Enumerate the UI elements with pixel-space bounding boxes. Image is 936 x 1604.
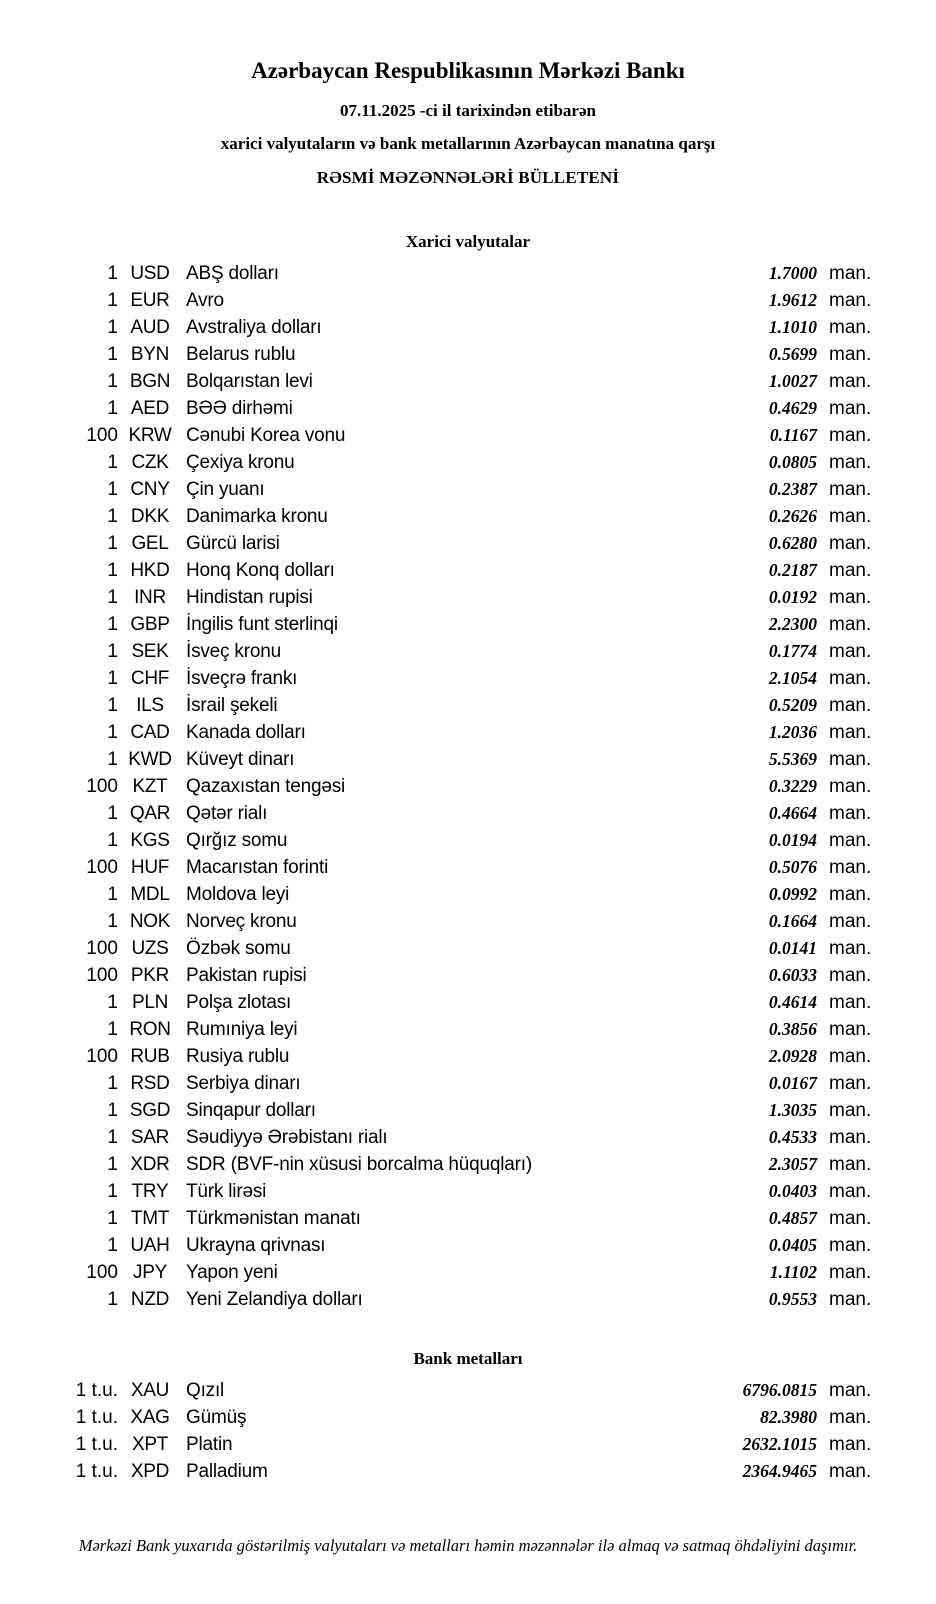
quantity: 1 xyxy=(107,883,118,905)
currency-name: Yeni Zelandiya dolları xyxy=(186,1288,363,1310)
rate-row xyxy=(68,287,880,314)
currency-code: KZT xyxy=(132,775,168,797)
rate-unit: man. xyxy=(829,1153,872,1175)
currency-name: Rumıniya leyi xyxy=(186,1018,298,1040)
bank-metals-section xyxy=(0,1347,936,1485)
rate-row xyxy=(68,1151,880,1178)
quantity: 1 xyxy=(107,397,118,419)
rate-unit: man. xyxy=(829,883,872,905)
rate-value: 0.0192 xyxy=(768,587,817,607)
rate-row xyxy=(68,449,880,476)
rate-value: 0.0194 xyxy=(768,830,817,850)
rate-row xyxy=(68,665,880,692)
currency-code: TMT xyxy=(130,1207,170,1229)
quantity: 100 xyxy=(86,775,118,797)
currency-name: Gümüş xyxy=(186,1406,247,1428)
currency-name: Səudiyyə Ərəbistanı rialı xyxy=(186,1126,388,1148)
currency-name: Polşa zlotası xyxy=(186,991,292,1013)
currency-name: Cənubi Korea vonu xyxy=(186,424,346,446)
currency-code: UAH xyxy=(130,1234,170,1256)
rate-value: 0.0403 xyxy=(768,1181,817,1201)
rate-row xyxy=(68,314,880,341)
rate-value: 0.0405 xyxy=(768,1235,817,1255)
currency-code: AUD xyxy=(130,316,170,338)
rate-unit: man. xyxy=(829,829,872,851)
currency-name: BƏƏ dirhəmi xyxy=(186,397,293,419)
rate-value: 6796.0815 xyxy=(742,1380,817,1400)
rate-value: 0.0992 xyxy=(768,884,817,904)
rate-value: 1.2036 xyxy=(768,722,817,742)
currency-name: Qətər rialı xyxy=(186,802,268,824)
quantity: 1 xyxy=(107,1018,118,1040)
rate-value: 0.5209 xyxy=(768,695,817,715)
currency-code: JPY xyxy=(133,1261,167,1283)
quantity: 1 xyxy=(107,1288,118,1310)
bank-title: Azərbaycan Respublikasının Mərkəzi Bankı xyxy=(251,58,685,83)
quantity: 1 xyxy=(107,694,118,716)
rate-row xyxy=(68,719,880,746)
currency-name: SDR (BVF-nin xüsusi borcalma hüquqları) xyxy=(186,1153,532,1175)
rate-value: 0.0805 xyxy=(768,452,817,472)
rate-value: 0.4664 xyxy=(768,803,817,823)
currency-code: NZD xyxy=(130,1288,170,1310)
rate-value: 1.1102 xyxy=(769,1262,817,1282)
quantity: 1 xyxy=(107,343,118,365)
currency-name: Gürcü larisi xyxy=(186,532,280,554)
rate-row xyxy=(68,800,880,827)
rate-unit: man. xyxy=(829,1379,872,1401)
rate-value: 1.7000 xyxy=(768,263,817,283)
rate-row xyxy=(68,611,880,638)
currency-name: Platin xyxy=(186,1433,233,1455)
rate-row xyxy=(68,1016,880,1043)
rate-unit: man. xyxy=(829,991,872,1013)
quantity: 1 t.u. xyxy=(75,1379,118,1401)
quantity: 1 xyxy=(107,478,118,500)
quantity: 1 xyxy=(107,1207,118,1229)
currency-name: Honq Konq dolları xyxy=(186,559,335,581)
metals-heading: Bank metalları xyxy=(413,1349,523,1368)
currency-name: Sinqapur dolları xyxy=(186,1099,316,1121)
rate-value: 0.1664 xyxy=(768,911,817,931)
currency-name: Çexiya kronu xyxy=(186,451,295,473)
currency-code: SGD xyxy=(129,1099,171,1121)
currency-code: GEL xyxy=(131,532,169,554)
quantity: 1 xyxy=(107,1126,118,1148)
quantity: 100 xyxy=(86,856,118,878)
rate-value: 2.0928 xyxy=(768,1046,817,1066)
rate-value: 0.0141 xyxy=(768,938,817,958)
currency-code: XAU xyxy=(130,1379,170,1401)
rate-unit: man. xyxy=(829,1126,872,1148)
rate-row xyxy=(68,1043,880,1070)
rate-unit: man. xyxy=(829,667,872,689)
rate-value: 0.5076 xyxy=(768,857,817,877)
currency-name: İsrail şekeli xyxy=(186,694,278,716)
rate-unit: man. xyxy=(829,910,872,932)
rate-unit: man. xyxy=(829,748,872,770)
quantity: 1 xyxy=(107,640,118,662)
rate-unit: man. xyxy=(829,1261,872,1283)
currency-code: UZS xyxy=(131,937,169,959)
quantity: 1 xyxy=(107,1072,118,1094)
currency-name: Türk lirəsi xyxy=(186,1180,267,1202)
rate-value: 2.1054 xyxy=(768,668,817,688)
currency-code: RUB xyxy=(130,1045,170,1067)
rate-value: 0.1167 xyxy=(769,425,817,445)
currency-code: CNY xyxy=(130,478,170,500)
currency-name: Danimarka kronu xyxy=(186,505,328,527)
rate-unit: man. xyxy=(829,802,872,824)
rate-unit: man. xyxy=(829,775,872,797)
rate-value: 1.0027 xyxy=(768,371,817,391)
rate-row xyxy=(68,1124,880,1151)
rate-unit: man. xyxy=(829,613,872,635)
rate-value: 0.0167 xyxy=(768,1073,817,1093)
rate-value: 2364.9465 xyxy=(742,1461,817,1481)
currency-code: XAG xyxy=(130,1406,170,1428)
rate-value: 1.9612 xyxy=(768,290,817,310)
currency-code: NOK xyxy=(129,910,171,932)
rate-unit: man. xyxy=(829,1180,872,1202)
rate-unit: man. xyxy=(829,289,872,311)
currency-code: USD xyxy=(130,262,170,284)
rate-unit: man. xyxy=(829,532,872,554)
quantity: 1 xyxy=(107,505,118,527)
currency-name: Macarıstan forinti xyxy=(186,856,329,878)
currency-name: ABŞ dolları xyxy=(186,262,279,284)
currency-code: INR xyxy=(134,586,166,608)
currency-code: RSD xyxy=(130,1072,170,1094)
currency-name: Küveyt dinarı xyxy=(186,748,295,770)
rate-row xyxy=(68,1070,880,1097)
quantity: 1 xyxy=(107,1153,118,1175)
currency-name: Qızıl xyxy=(186,1379,225,1401)
rate-value: 2632.1015 xyxy=(742,1434,817,1454)
rate-value: 0.4857 xyxy=(768,1208,817,1228)
currency-code: PKR xyxy=(130,964,170,986)
rate-row xyxy=(68,368,880,395)
currency-code: KGS xyxy=(130,829,170,851)
currency-name: Türkmənistan manatı xyxy=(186,1207,361,1229)
rate-value: 5.5369 xyxy=(768,749,817,769)
currency-name: Belarus rublu xyxy=(186,343,296,365)
rate-unit: man. xyxy=(829,505,872,527)
rate-unit: man. xyxy=(829,1207,872,1229)
rate-value: 1.1010 xyxy=(768,317,817,337)
currency-name: Pakistan rupisi xyxy=(186,964,307,986)
rate-value: 0.1774 xyxy=(768,641,817,661)
rate-unit: man. xyxy=(829,424,872,446)
rate-row xyxy=(68,341,880,368)
quantity: 1 xyxy=(107,316,118,338)
rate-unit: man. xyxy=(829,316,872,338)
quantity: 1 xyxy=(107,451,118,473)
rate-unit: man. xyxy=(829,1406,872,1428)
quantity: 1 xyxy=(107,370,118,392)
quantity: 1 xyxy=(107,910,118,932)
rate-row xyxy=(68,476,880,503)
quantity: 100 xyxy=(86,964,118,986)
currency-list xyxy=(68,260,880,1313)
rate-value: 0.9553 xyxy=(768,1289,817,1309)
quantity: 1 xyxy=(107,991,118,1013)
rate-row xyxy=(68,908,880,935)
currency-code: XPT xyxy=(131,1433,169,1455)
rate-unit: man. xyxy=(829,1460,872,1482)
rate-row xyxy=(68,881,880,908)
rate-row xyxy=(68,962,880,989)
currency-name: Norveç kronu xyxy=(186,910,297,932)
quantity: 1 xyxy=(107,262,118,284)
effective-date-line: 07.11.2025 -ci il tarixindən etibarən xyxy=(340,101,596,120)
rate-value: 0.6033 xyxy=(768,965,817,985)
rate-row xyxy=(68,557,880,584)
rate-row xyxy=(68,1286,880,1313)
rate-row xyxy=(68,746,880,773)
quantity: 1 xyxy=(107,532,118,554)
currency-name: İsveçrə frankı xyxy=(186,667,298,689)
currency-code: BGN xyxy=(129,370,171,392)
currency-code: XPD xyxy=(130,1460,170,1482)
currency-code: QAR xyxy=(129,802,171,824)
quantity: 100 xyxy=(86,424,118,446)
currency-name: İngilis funt sterlinqi xyxy=(186,613,338,635)
rate-value: 0.4629 xyxy=(768,398,817,418)
currency-code: PLN xyxy=(131,991,169,1013)
currency-code: RON xyxy=(129,1018,171,1040)
rate-row xyxy=(68,827,880,854)
rate-unit: man. xyxy=(829,586,872,608)
quantity: 1 xyxy=(107,1180,118,1202)
currency-code: SEK xyxy=(131,640,169,662)
quantity: 100 xyxy=(86,1045,118,1067)
rate-unit: man. xyxy=(829,1433,872,1455)
currency-name: Hindistan rupisi xyxy=(186,586,313,608)
rate-unit: man. xyxy=(829,856,872,878)
rate-row xyxy=(68,584,880,611)
quantity: 100 xyxy=(86,937,118,959)
currency-name: Kanada dolları xyxy=(186,721,306,743)
rate-row xyxy=(68,1377,880,1404)
rate-row xyxy=(68,1178,880,1205)
quantity: 1 xyxy=(107,667,118,689)
currency-code: TRY xyxy=(131,1180,169,1202)
currency-name: Ukrayna qrivnası xyxy=(186,1234,326,1256)
currency-code: CZK xyxy=(131,451,169,473)
currency-name: Qazaxıstan tengəsi xyxy=(186,775,346,797)
quantity: 1 t.u. xyxy=(75,1406,118,1428)
rate-unit: man. xyxy=(829,1045,872,1067)
rate-row xyxy=(68,1259,880,1286)
currency-code: BYN xyxy=(130,343,170,365)
metal-list xyxy=(68,1377,880,1485)
quantity: 100 xyxy=(86,1261,118,1283)
currency-name: Özbək somu xyxy=(186,937,291,959)
rate-value: 0.5699 xyxy=(768,344,817,364)
rate-row xyxy=(68,260,880,287)
currency-code: CHF xyxy=(130,667,170,689)
rate-value: 0.4533 xyxy=(768,1127,817,1147)
currency-code: GBP xyxy=(130,613,170,635)
currency-code: KRW xyxy=(128,424,172,446)
rate-row xyxy=(68,692,880,719)
rate-unit: man. xyxy=(829,370,872,392)
currency-name: İsveç kronu xyxy=(186,640,281,662)
rate-value: 1.3035 xyxy=(768,1100,817,1120)
quantity: 1 t.u. xyxy=(75,1460,118,1482)
rate-row xyxy=(68,989,880,1016)
currency-code: ILS xyxy=(136,694,164,716)
bulletin-title: RƏSMİ MƏZƏNNƏLƏRİ BÜLLETENİ xyxy=(316,168,620,187)
rate-row xyxy=(68,773,880,800)
rate-unit: man. xyxy=(829,1288,872,1310)
rate-unit: man. xyxy=(829,1234,872,1256)
rate-unit: man. xyxy=(829,262,872,284)
rate-value: 0.2187 xyxy=(768,560,817,580)
rate-unit: man. xyxy=(829,478,872,500)
subtitle-line: xarici valyutaların və bank metallarının Azərbaycan manatına qarşı xyxy=(220,134,716,153)
currency-code: HUF xyxy=(130,856,170,878)
quantity: 1 xyxy=(107,613,118,635)
bulletin-footer xyxy=(0,1533,936,1559)
foreign-currencies-section xyxy=(0,230,936,1313)
bulletin-header xyxy=(0,0,936,190)
rate-unit: man. xyxy=(829,937,872,959)
currency-name: Avro xyxy=(186,289,224,311)
currency-code: MDL xyxy=(130,883,170,905)
rate-unit: man. xyxy=(829,1018,872,1040)
rate-row xyxy=(68,530,880,557)
quantity: 1 xyxy=(107,1099,118,1121)
currency-code: XDR xyxy=(130,1153,170,1175)
rate-value: 2.3057 xyxy=(768,1154,817,1174)
rate-row xyxy=(68,1205,880,1232)
currency-name: Çin yuanı xyxy=(186,478,265,500)
rate-unit: man. xyxy=(829,721,872,743)
quantity: 1 xyxy=(107,1234,118,1256)
rate-row xyxy=(68,854,880,881)
rate-value: 0.4614 xyxy=(768,992,817,1012)
quantity: 1 xyxy=(107,721,118,743)
rate-value: 2.2300 xyxy=(768,614,817,634)
currency-code: HKD xyxy=(130,559,170,581)
currency-name: Moldova leyi xyxy=(186,883,290,905)
rate-unit: man. xyxy=(829,964,872,986)
rate-row xyxy=(68,1097,880,1124)
currency-code: CAD xyxy=(130,721,170,743)
currencies-heading: Xarici valyutalar xyxy=(405,232,531,251)
rate-value: 0.2387 xyxy=(768,479,817,499)
rate-value: 0.6280 xyxy=(768,533,817,553)
currency-name: Avstraliya dolları xyxy=(186,316,322,338)
rate-unit: man. xyxy=(829,694,872,716)
rate-unit: man. xyxy=(829,397,872,419)
rate-row xyxy=(68,1232,880,1259)
currency-code: DKK xyxy=(130,505,170,527)
currency-name: Palladium xyxy=(186,1460,268,1482)
quantity: 1 xyxy=(107,289,118,311)
rate-unit: man. xyxy=(829,451,872,473)
rate-row xyxy=(68,1404,880,1431)
currency-code: AED xyxy=(130,397,170,419)
quantity: 1 xyxy=(107,559,118,581)
currency-name: Yapon yeni xyxy=(186,1261,278,1283)
rate-value: 82.3980 xyxy=(760,1407,817,1427)
quantity: 1 xyxy=(107,748,118,770)
quantity: 1 t.u. xyxy=(75,1433,118,1455)
currency-name: Qırğız somu xyxy=(186,829,288,851)
currency-name: Bolqarıstan levi xyxy=(186,370,313,392)
rate-value: 0.3229 xyxy=(768,776,817,796)
rate-row xyxy=(68,1431,880,1458)
obligation-note: Mərkəzi Bank yuxarıda göstərilmiş valyutaları və metalları həmin məzənnələr ilə almaq və satmaq öhdəliyini daşımır. xyxy=(78,1536,858,1555)
currency-code: SAR xyxy=(130,1126,170,1148)
rate-unit: man. xyxy=(829,343,872,365)
currency-code: KWD xyxy=(128,748,172,770)
rate-value: 0.2626 xyxy=(768,506,817,526)
rate-row xyxy=(68,503,880,530)
rate-unit: man. xyxy=(829,559,872,581)
quantity: 1 xyxy=(107,802,118,824)
rate-unit: man. xyxy=(829,640,872,662)
rate-row xyxy=(68,422,880,449)
rate-row xyxy=(68,935,880,962)
currency-name: Serbiya dinarı xyxy=(186,1072,301,1094)
quantity: 1 xyxy=(107,829,118,851)
rate-value: 0.3856 xyxy=(768,1019,817,1039)
currency-name: Rusiya rublu xyxy=(186,1045,290,1067)
currency-code: EUR xyxy=(130,289,170,311)
rate-unit: man. xyxy=(829,1072,872,1094)
rate-unit: man. xyxy=(829,1099,872,1121)
rate-row xyxy=(68,1458,880,1485)
rate-row xyxy=(68,638,880,665)
quantity: 1 xyxy=(107,586,118,608)
rate-row xyxy=(68,395,880,422)
